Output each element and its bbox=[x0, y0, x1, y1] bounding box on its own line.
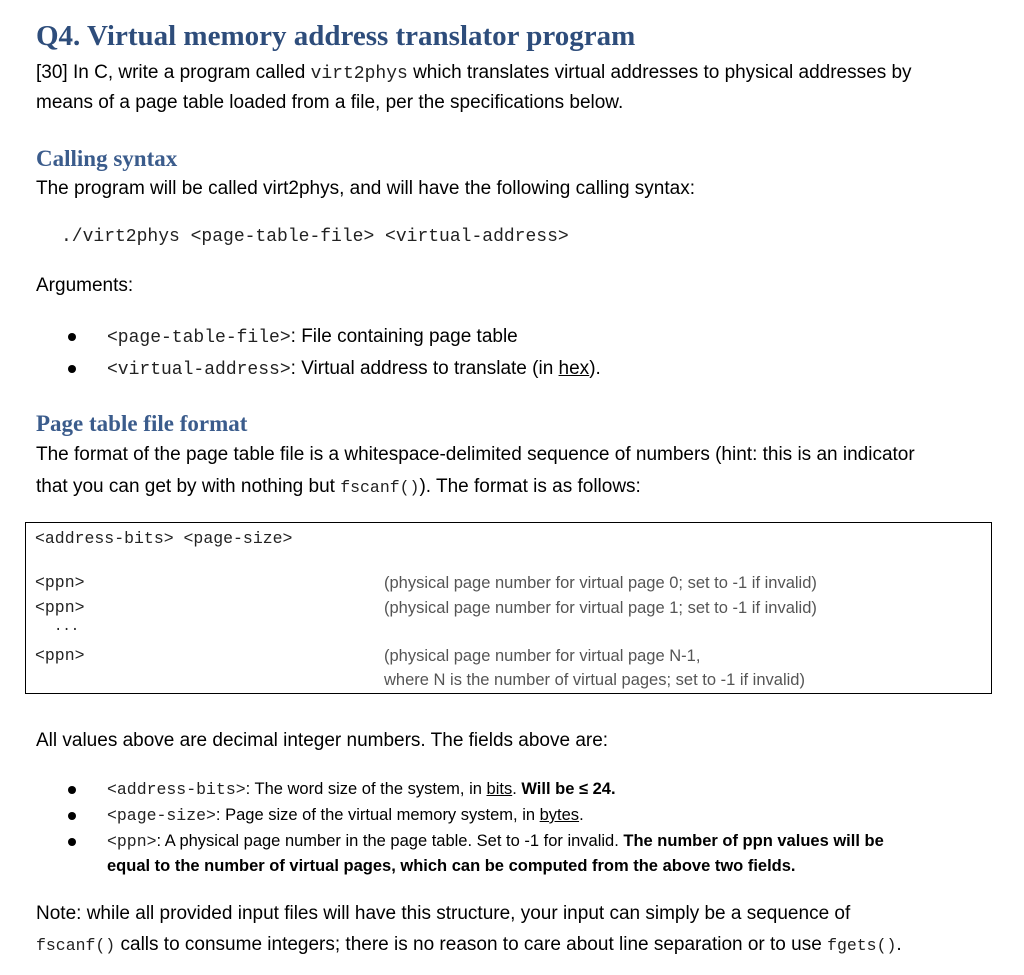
fscanf-code: fscanf() bbox=[36, 936, 116, 955]
format-row-comment: (physical page number for virtual page N-1, bbox=[384, 647, 701, 665]
format-line-1: The format of the page table file is a whitespace-delimited sequence of numbers (hint: this is an indicator bbox=[36, 444, 915, 465]
note-text-a: calls to consume integers; there is no reason to care about line separation or to use bbox=[115, 934, 828, 955]
format-row-code: <ppn> bbox=[35, 646, 85, 665]
intro-line-1 bbox=[36, 58, 912, 89]
fields-list bbox=[36, 777, 884, 878]
field-desc: : Page size of the virtual memory system, in bbox=[215, 806, 540, 824]
format-row-comment: (physical page number for virtual page 1; set to -1 if invalid) bbox=[384, 599, 817, 617]
field-desc: : A physical page number in the page table. Set to -1 for invalid. bbox=[156, 832, 624, 850]
list-item bbox=[36, 829, 884, 878]
list-item bbox=[36, 777, 884, 803]
hex-link[interactable]: hex bbox=[558, 358, 590, 379]
intro-line-2: means of a page table loaded from a file, per the specifications below. bbox=[36, 92, 624, 113]
intro-text-b: which translates virtual addresses to physical addresses by bbox=[407, 62, 912, 83]
list-item bbox=[36, 321, 601, 353]
field-desc-b: . bbox=[512, 780, 522, 798]
calling-syntax-text: The program will be called virt2phys, and will have the following calling syntax: bbox=[36, 178, 695, 199]
field-bold-2: equal to the number of virtual pages, which can be computed from the above two fields. bbox=[107, 857, 796, 875]
format-header: <address-bits> <page-size> bbox=[35, 529, 293, 548]
field-desc-b: . bbox=[579, 806, 584, 824]
fgets-code: fgets() bbox=[827, 936, 897, 955]
arg-code: <page-table-file> bbox=[107, 328, 291, 348]
field-desc: : The word size of the system, in bbox=[245, 780, 487, 798]
format-row-code: <ppn> bbox=[35, 598, 85, 617]
format-line-2 bbox=[36, 472, 641, 503]
fscanf-code: fscanf() bbox=[340, 478, 420, 497]
note-text-b: . bbox=[896, 934, 902, 955]
note-line-2 bbox=[36, 930, 902, 961]
arg-desc: : File containing page table bbox=[290, 326, 518, 347]
format-heading: Page table file format bbox=[36, 411, 248, 436]
command-line: ./virt2phys <page-table-file> <virtual-address> bbox=[61, 227, 569, 247]
calling-syntax-heading: Calling syntax bbox=[36, 146, 178, 171]
field-bold: Will be ≤ 24. bbox=[521, 780, 616, 798]
arguments-list bbox=[36, 321, 601, 385]
arg-code: <virtual-address> bbox=[107, 360, 291, 380]
field-code: <ppn> bbox=[107, 832, 157, 851]
bits-link[interactable]: bits bbox=[486, 780, 513, 798]
field-bold: The number of ppn values will be bbox=[623, 832, 884, 850]
list-item bbox=[36, 803, 884, 829]
program-name-code: virt2phys bbox=[310, 64, 408, 84]
arguments-label: Arguments: bbox=[36, 275, 134, 296]
list-item bbox=[36, 353, 601, 385]
bytes-link[interactable]: bytes bbox=[539, 806, 580, 824]
note-line-1: Note: while all provided input files will have this structure, your input can simply be a sequence of bbox=[36, 903, 851, 924]
intro-text-a: [30] In C, write a program called bbox=[36, 62, 311, 83]
format-text-b: ). The format is as follows: bbox=[419, 476, 641, 497]
format-row-comment: (physical page number for virtual page 0; set to -1 if invalid) bbox=[384, 574, 817, 592]
format-text-a: that you can get by with nothing but bbox=[36, 476, 341, 497]
format-box bbox=[25, 522, 992, 694]
arg-desc-end: ). bbox=[589, 358, 601, 379]
field-code: <page-size> bbox=[107, 806, 216, 825]
arg-desc: : Virtual address to translate (in bbox=[290, 358, 559, 379]
format-ellipsis: ... bbox=[54, 619, 80, 635]
format-row-code: <ppn> bbox=[35, 573, 85, 592]
question-heading: Q4. Virtual memory address translator program bbox=[36, 20, 636, 52]
format-row-comment-cont: where N is the number of virtual pages; set to -1 if invalid) bbox=[384, 671, 805, 689]
field-code: <address-bits> bbox=[107, 780, 246, 799]
fields-intro: All values above are decimal integer numbers. The fields above are: bbox=[36, 730, 609, 751]
